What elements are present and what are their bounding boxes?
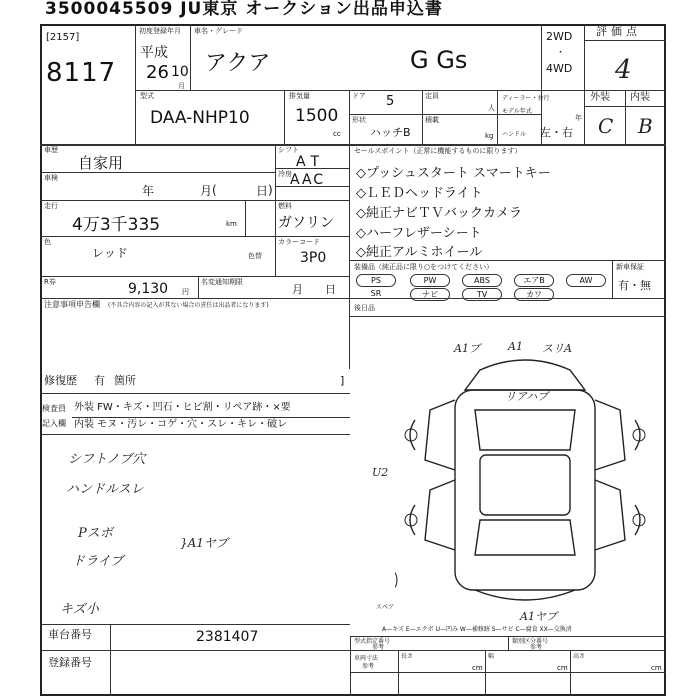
- diagram-note-6: A1ヤブ: [520, 610, 557, 623]
- drive-2wd: 2WD: [546, 30, 573, 43]
- mileage-unit: km: [226, 220, 237, 228]
- exterior-label: 外装: [590, 92, 610, 103]
- equipment-sr: SR: [370, 289, 382, 298]
- inspection-year-unit: 年: [142, 184, 155, 198]
- selling-point-2: ◇ＬＥＤヘッドライト: [356, 186, 483, 201]
- fuel-value: ガソリン: [278, 215, 334, 231]
- fuel-label: 燃料: [278, 202, 292, 210]
- damage-legend: A—キズ E—エクボ U—凹み W—補修跡 S—サビ C—腐食 XX—交換済: [382, 626, 572, 633]
- exterior-grade: C: [598, 114, 614, 138]
- recycle-value: 9,130: [128, 281, 169, 297]
- shape-value: ハッチB: [370, 126, 411, 139]
- inspection-paren-open: (: [212, 183, 217, 197]
- lot-code: [2157]: [46, 32, 80, 43]
- color-value: レッド: [92, 246, 128, 260]
- equipment-navi: ナビ: [410, 288, 450, 301]
- vehicle-name: アクア: [205, 51, 271, 76]
- handle-value: 左・右: [540, 126, 573, 139]
- color-label: 色: [44, 238, 51, 246]
- interior-label: 内装: [630, 92, 650, 103]
- interior-grade: B: [638, 114, 653, 138]
- inspection-month-unit: 月: [200, 184, 213, 198]
- height-label: 高さ: [573, 653, 586, 660]
- drive-dot: ・: [556, 48, 566, 58]
- evaluation-score: 4: [615, 55, 632, 85]
- vehicle-name-label: 車名・グレード: [194, 27, 243, 35]
- diagram-note-3: スリA: [542, 342, 572, 355]
- repair-history-place: 箇所: [114, 374, 136, 387]
- equipment-aw: AW: [566, 274, 606, 287]
- diagram-note-2: A1: [508, 340, 523, 353]
- equipment-label: 装備品（純正品に限り○をつけてください）: [354, 263, 494, 271]
- plate-label: 型式指定番号: [354, 638, 391, 645]
- diagram-note-4: リアハブ: [505, 390, 549, 403]
- inspector-note-3: Pスボ: [78, 526, 113, 541]
- new-car-warranty-value: 有・無: [618, 279, 651, 292]
- model-year-label: モデル年式: [502, 108, 532, 115]
- selling-point-4: ◇ハーフレザーシート: [356, 226, 482, 241]
- repair-history-value: 有: [94, 374, 105, 387]
- inspector-note-4: ドライブ: [72, 554, 124, 569]
- equipment-ps: PS: [356, 274, 396, 287]
- equipment-tv: TV: [462, 288, 502, 301]
- spare-tire-label: スペア: [376, 604, 395, 611]
- history-label: 車歴: [44, 146, 58, 154]
- drive-4wd: 4WD: [546, 62, 573, 75]
- after-install-label: 後日品: [354, 304, 375, 312]
- selling-point-3: ◇純正ナビＴＶバックカメラ: [356, 206, 522, 221]
- load-unit: kg: [485, 132, 494, 140]
- top-banner: 3500045509 JU東京 オークション出品申込書: [45, 0, 443, 19]
- category-ref: 参考: [530, 644, 543, 651]
- displacement-unit: cc: [333, 130, 341, 138]
- selling-points-label: セールスポイント（正常に機能するものに限ります）: [354, 147, 522, 155]
- mileage-value: 4万3千335: [72, 215, 161, 235]
- mileage-label: 走行: [44, 202, 58, 210]
- equipment-pw: PW: [410, 274, 450, 287]
- evaluation-label: 評価点: [596, 25, 641, 38]
- height-unit: cm: [651, 664, 662, 672]
- chassis-number: 2381407: [196, 629, 259, 645]
- inspection-day-unit: 日: [256, 184, 269, 198]
- remarks-note: (不具合内容の記入が其ない場合の責任は出品者になります): [108, 302, 269, 309]
- registration-month-unit: 月: [178, 82, 185, 90]
- registration-label: 初度登録年月: [139, 27, 181, 35]
- inspector-label-1: 検査員: [42, 404, 66, 413]
- lot-number: 8117: [46, 58, 117, 88]
- inspector-interior-row: 内装 モヌ・汚レ・コゲ・穴・スレ・キレ・破レ: [74, 419, 288, 430]
- length-label: 長さ: [401, 653, 414, 660]
- registration-month: 10: [171, 64, 189, 80]
- capacity-label: 定員: [425, 92, 439, 100]
- vehicle-grade: G Gs: [410, 46, 468, 74]
- handle-label: ハンドル: [502, 131, 527, 138]
- name-change-month: 月: [292, 283, 303, 296]
- shift-label: シフト: [278, 146, 299, 154]
- color-code-label: カラーコード: [278, 238, 320, 246]
- model-label: 型式: [140, 92, 154, 100]
- inspector-note-2: ハンドルスレ: [66, 482, 144, 497]
- recycle-unit: 円: [182, 288, 189, 296]
- repair-history-bracket: ]: [340, 374, 345, 387]
- plate-ref: 参考: [372, 644, 385, 651]
- equipment-leather: カワ: [514, 288, 554, 301]
- inspector-note-5: キズ小: [60, 602, 99, 617]
- recycle-label: R券: [44, 278, 56, 286]
- diagram-note-5: U2: [372, 466, 389, 479]
- vehicle-damage-diagram: [395, 340, 655, 620]
- history-value: 自家用: [78, 154, 124, 172]
- name-change-label: 名変通知期限: [201, 278, 243, 286]
- load-label: 積載: [425, 116, 439, 124]
- inspector-side-note: }A1ヤブ: [180, 536, 228, 550]
- displacement-label: 排気量: [289, 92, 310, 100]
- inspector-exterior-row: 外装 FW・キズ・凹石・ヒビ割・リペア跡・×要: [74, 402, 291, 413]
- dealer-label: ディーラー・並行: [502, 95, 550, 102]
- repair-history-label: 修復歴: [44, 374, 77, 387]
- name-change-day: 日: [325, 283, 336, 296]
- inspection-paren-close: ): [268, 183, 273, 197]
- inspection-label: 車検: [44, 174, 58, 182]
- door-count: 5: [386, 94, 395, 109]
- registration-era: 平成: [140, 45, 168, 61]
- diagram-note-1: A1ブ: [454, 342, 480, 355]
- size-ref: 参考: [362, 663, 375, 670]
- model-year-unit: 年: [575, 114, 582, 122]
- model-code: DAA-NHP10: [150, 108, 250, 128]
- capacity-unit: 人: [488, 104, 495, 112]
- color-change-label: 色替: [248, 252, 262, 260]
- remarks-label: 注意事項申告欄: [44, 300, 100, 309]
- new-car-warranty-label: 新車保証: [616, 263, 644, 271]
- category-label: 類別区分番号: [512, 638, 549, 645]
- size-label: 車両寸法: [354, 655, 379, 662]
- registration-number-label: 登録番号: [48, 656, 92, 669]
- door-label: ドア: [352, 92, 366, 100]
- equipment-airbag: エアB: [514, 274, 554, 287]
- shift-value: AT: [296, 154, 326, 170]
- ac-label: 冷房: [278, 170, 292, 178]
- equipment-abs: ABS: [462, 274, 502, 287]
- width-unit: cm: [557, 664, 568, 672]
- registration-year: 26: [146, 62, 169, 83]
- chassis-label: 車台番号: [48, 628, 92, 641]
- selling-point-5: ◇純正アルミホイール: [356, 245, 483, 260]
- ac-value: AAC: [290, 172, 326, 188]
- inspector-note-1: シフトノブ穴: [68, 452, 146, 467]
- color-code: 3P0: [300, 250, 327, 266]
- selling-point-1: ◇プッシュスタート スマートキー: [356, 166, 551, 181]
- inspector-label-2: 記入欄: [42, 419, 66, 428]
- shape-label: 形状: [352, 116, 366, 124]
- width-label: 幅: [488, 653, 495, 660]
- displacement-value: 1500: [295, 106, 339, 126]
- length-unit: cm: [472, 664, 483, 672]
